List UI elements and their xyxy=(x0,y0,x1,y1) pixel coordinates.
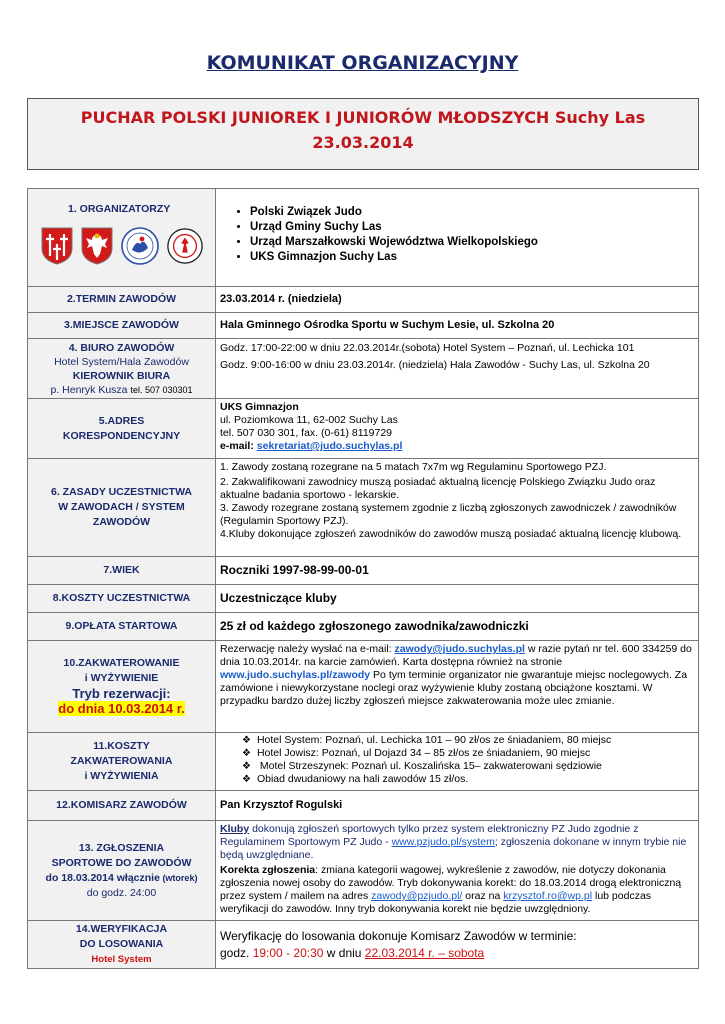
coat-of-arms-eagle-icon xyxy=(80,226,114,266)
school-club-emblem-icon xyxy=(166,226,204,266)
bullet-icon: ❖ xyxy=(242,761,251,772)
office-hours-sunday: Godz. 9:00-16:00 w dniu 23.03.2014r. (niedziela) Hala Zawodów - Suchy Las, ul. Szkolna 20 xyxy=(220,359,650,371)
fee-label: 9.OPŁATA STARTOWA xyxy=(28,613,216,641)
bullet-icon: ❖ xyxy=(242,774,251,785)
organizer-logos xyxy=(32,226,211,266)
list-item: ❖ Obiad dwudaniowy na hali zawodów 15 zł/os. xyxy=(242,773,469,785)
correction-term: Korekta zgłoszenia xyxy=(220,864,316,876)
pzjudo-system-link[interactable]: www.pzjudo.pl/system xyxy=(391,836,495,848)
row-accommodation: 10.ZAKWATEROWANIE i WYŻYWIENIE Tryb rezerwacji: do dnia 10.03.2014 r. Rezerwację należy wysłać na e-mail: zawody@judo.suchylas.pl w razie pytań nr tel. 600 334259 do dnia 10.03.2014r. na karcie zamówień. Karta dostępna również na stronie www.judo.suchylas.pl/zawody Po tym terminie organizator nie gwarantuje miejsc noclegowych. Za zamówione i niewykorzystane noclegi oraz wyżywienie kluby zostaną obciążone kosztami. W przypadku bardzo dużej liczby zgłoszeń miejsce zakwaterowania może ulec zmianie. xyxy=(28,641,699,733)
event-name: PUCHAR POLSKI JUNIOREK I JUNIORÓW MŁODSZYCH Suchy Las xyxy=(80,108,646,127)
bullet-icon: ❖ xyxy=(242,748,251,759)
age-label: 7.WIEK xyxy=(28,557,216,585)
registration-label: 13. ZGŁOSZENIA xyxy=(78,841,165,854)
pzjudo-email-link[interactable]: zawody@pzjudo.pl/ xyxy=(371,890,463,902)
rules-label: 6. ZASADY UCZESTNICTWA W ZAWODACH / SYSTEM ZAWODÓW xyxy=(28,459,216,557)
fee-value: 25 zł od każdego zgłoszonego zawodnika/zawodniczki xyxy=(216,613,699,641)
row-costs xyxy=(28,585,699,613)
organizers-list xyxy=(220,205,694,265)
date-label: 2.TERMIN ZAWODÓW xyxy=(28,287,216,313)
list-item: ❖ Hotel System: Poznań, ul. Lechicka 101 – 90 zł/os ze śniadaniem, 80 miejsc xyxy=(242,734,612,746)
verification-date: 22.03.2014 r. – sobota xyxy=(364,945,485,960)
address-label-2: KORESPONDENCYJNY xyxy=(62,429,181,442)
row-accommodation-costs: 11.KOSZTY ZAKWATEROWANIA i WYŻYWIENIA ❖ Hotel System: Poznań, ul. Lechicka 101 – 90 zł/os ze śniadaniem, 80 miejsc ❖ Hotel Jowisz: Poznań, ul Dojazd 34 – 85 zł/os ze śniadaniem, 90 miejsc ❖ Motel Strzeszynek: Poznań ul. Koszalińska 15– zakwaterowani sędziowie ❖ Obiad dwudaniowy na hali zawodów 15 zł/os. xyxy=(28,733,699,791)
row-venue xyxy=(28,313,699,339)
list-item: • Polski Związek Judo xyxy=(250,205,694,220)
address-label: 5.ADRES xyxy=(98,414,145,427)
rule-2: 2. Zakwalifikowani zawodnicy muszą posiadać aktualną licencję Polskiego Związku Judo oraz aktualne badania sportowo - lekarskie. xyxy=(220,476,656,501)
age-value: Roczniki 1997-98-99-00-01 xyxy=(216,557,699,585)
accommodation-label: 10.ZAKWATEROWANIE xyxy=(63,656,180,669)
office-label: 4. BIURO ZAWODÓW xyxy=(68,341,175,354)
verification-label: 14.WERYFIKACJA xyxy=(75,923,168,935)
commissioner-email-link[interactable]: krzysztof.ro@wp.pl xyxy=(503,890,593,902)
address-phone: tel. 507 030 301, fax. (0-61) 8119729 xyxy=(220,427,393,439)
costs-label: 8.KOSZTY UCZESTNICTWA xyxy=(28,585,216,613)
accommodation-label-2: i WYŻYWIENIE xyxy=(84,671,159,684)
row-commissioner xyxy=(28,791,699,821)
organizers-label: 1. ORGANIZATORZY xyxy=(68,203,171,215)
row-address xyxy=(28,399,699,459)
page-title: KOMUNIKAT ORGANIZACYJNY xyxy=(206,52,519,74)
verification-time: 19:00 - 20:30 xyxy=(252,945,324,960)
commissioner-value: Pan Krzysztof Rogulski xyxy=(216,791,699,821)
rule-4: 4.Kluby dokonujące zgłoszeń zawodników do zawodów muszą posiadać aktualną licencję klubową. xyxy=(220,528,682,540)
bullet-icon: ❖ xyxy=(242,735,251,746)
list-item: • UKS Gimnazjon Suchy Las xyxy=(250,250,694,265)
verification-location: Hotel System xyxy=(91,954,152,965)
coat-of-arms-crosses-icon xyxy=(40,226,74,266)
event-date: 23.03.2014 xyxy=(312,133,414,152)
row-date xyxy=(28,287,699,313)
row-verification: 14.WERYFIKACJA DO LOSOWANIA Hotel System Weryfikację do losowania dokonuje Komisarz Zawodów w terminie: godz. 19:00 - 20:30 w dniu 22.03.2014 r. – sobota xyxy=(28,921,699,969)
clubs-term: Kluby xyxy=(220,823,250,835)
booking-deadline: do dnia 10.03.2014 r. xyxy=(58,700,185,716)
office-location: Hotel System/Hala Zawodów xyxy=(54,355,189,368)
booking-website-link[interactable]: www.judo.suchylas.pl/zawody xyxy=(220,669,371,681)
rule-1: 1. Zawody zostaną rozegrane na 5 matach 7x7m wg Regulaminu Sportowego PZJ. xyxy=(220,461,607,473)
info-table xyxy=(27,188,699,969)
commissioner-label: 12.KOMISARZ ZAWODÓW xyxy=(28,791,216,821)
registration-time: do godz. 24:00 xyxy=(86,886,157,899)
office-manager-phone: tel. 507 030301 xyxy=(130,384,193,395)
accommodation-costs-label: 11.KOSZTY xyxy=(93,740,150,752)
rule-3: 3. Zawody rozegrane zostaną systemem zgodnie z liczbą zgłoszonych zawodniczek / zawodników (Regulamin Sportowy PZJ). xyxy=(220,502,677,527)
event-banner xyxy=(27,98,699,170)
date-value: 23.03.2014 r. (niedziela) xyxy=(216,287,699,313)
verification-text: Weryfikację do losowania dokonuje Komisarz Zawodów w terminie: xyxy=(220,928,577,943)
row-age xyxy=(28,557,699,585)
row-rules xyxy=(28,459,699,557)
list-item: ❖ Hotel Jowisz: Poznań, ul Dojazd 34 – 85 zł/os ze śniadaniem, 90 miejsc xyxy=(242,747,591,759)
list-item: ❖ Motel Strzeszynek: Poznań ul. Koszalińska 15– zakwaterowani sędziowie xyxy=(242,760,602,772)
booking-email-link[interactable]: zawody@judo.suchylas.pl xyxy=(394,643,525,655)
office-manager-name: p. Henryk Kusza xyxy=(50,383,128,396)
list-item: • Urząd Gminy Suchy Las xyxy=(250,220,694,235)
row-fee xyxy=(28,613,699,641)
venue-value: Hala Gminnego Ośrodka Sportu w Suchym Lesie, ul. Szkolna 20 xyxy=(216,313,699,339)
list-item: • Urząd Marszałkowski Województwa Wielkopolskiego xyxy=(250,235,694,250)
office-hours-saturday: Godz. 17:00-22:00 w dniu 22.03.2014r.(sobota) Hotel System – Poznań, ul. Lechicka 101 xyxy=(220,342,635,354)
registration-deadline: do 18.03.2014 włącznie xyxy=(45,871,160,884)
address-name: UKS Gimnazjon xyxy=(220,401,299,413)
email-label: e-mail: xyxy=(220,440,257,452)
office-manager-label: KIEROWNIK BIURA xyxy=(72,369,171,382)
row-organizers xyxy=(28,189,699,287)
address-street: ul. Poziomkowa 11, 62-002 Suchy Las xyxy=(220,414,398,426)
email-link[interactable]: sekretariat@judo.suchylas.pl xyxy=(256,440,403,452)
judo-association-emblem-icon xyxy=(120,226,160,266)
booking-mode-label: Tryb rezerwacji: xyxy=(72,685,171,701)
venue-label: 3.MIEJSCE ZAWODÓW xyxy=(28,313,216,339)
row-registration: 13. ZGŁOSZENIA SPORTOWE DO ZAWODÓW do 18.03.2014 włącznie (wtorek) do godz. 24:00 Kluby dokonują zgłoszeń sportowych tylko przez system elektroniczny PZ Judo zgodnie z Regulaminem Sportowym PZ Judo - www.pzjudo.pl/system; zgłoszenia dokonane w innym trybie nie będą uwzględniane. Korekta zgłoszenia: zmiana kategorii wagowej, wykreślenie z zawodów, nie dotyczy dokonania zgłoszenia nowej osoby do zawodów. Tryb dokonywania korekt: do 18.03.2014 drogą elektroniczną przez system / mailem na adres zawody@pzjudo.pl/ oraz na krzysztof.ro@wp.pl lub podczas weryfikacji do zawodów. Inny tryb dokonywania korekt nie będzie uwzględniony. xyxy=(28,821,699,921)
costs-value: Uczestniczące kluby xyxy=(216,585,699,613)
row-office xyxy=(28,339,699,399)
